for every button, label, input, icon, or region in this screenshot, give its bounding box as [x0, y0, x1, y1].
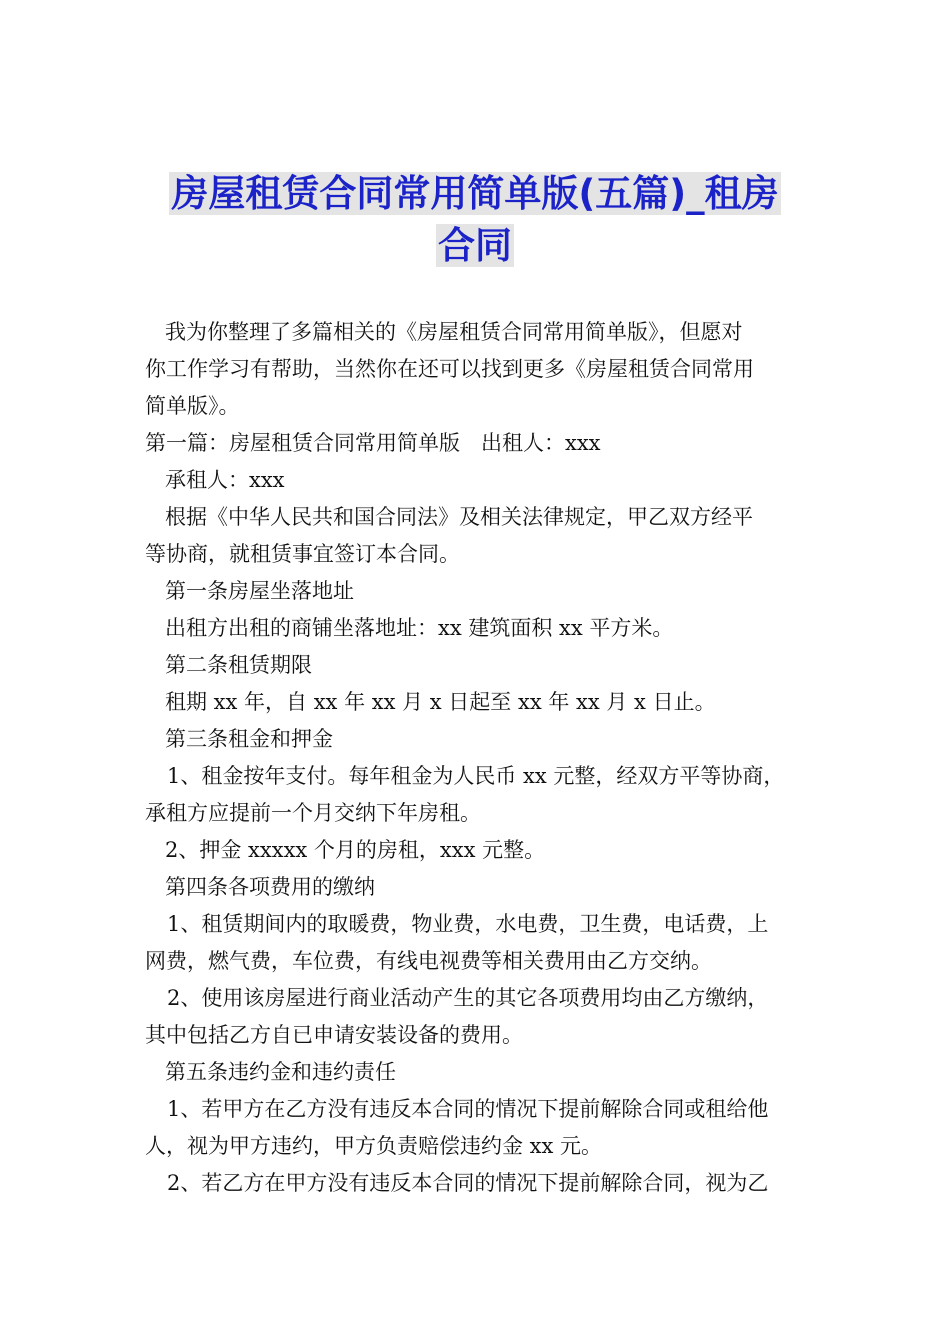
article-1-heading: 第一条房屋坐落地址 — [165, 579, 354, 603]
article-4-item-2-line-2: 其中包括乙方自已申请安装设备的费用。 — [145, 1023, 523, 1047]
article-4-item-1-line-1: 1、租赁期间内的取暖费，物业费，水电费，卫生费，电话费，上 — [167, 912, 769, 936]
article-5-item-1-line-2: 人，视为甲方违约，甲方负责赔偿违约金 xx 元。 — [145, 1134, 603, 1158]
article-3-item-1-line-1: 1、租金按年支付。每年租金为人民币 xx 元整，经双方平等协商， — [167, 764, 785, 788]
article-2-heading: 第二条租赁期限 — [165, 653, 312, 677]
title-line-2: 合同 — [438, 224, 512, 267]
intro-line-2: 你工作学习有帮助，当然你在还可以找到更多《房屋租赁合同常用 — [145, 357, 754, 381]
article-3-heading: 第三条租金和押金 — [165, 727, 333, 751]
section-1-heading: 第一篇：房屋租赁合同常用简单版 出租人：xxx — [145, 431, 601, 455]
article-3-item-1-line-2: 承租方应提前一个月交纳下年房租。 — [145, 801, 481, 825]
article-5-item-2-line-1: 2、若乙方在甲方没有违反本合同的情况下提前解除合同，视为乙 — [167, 1171, 769, 1195]
basis-line-1: 根据《中华人民共和国合同法》及相关法律规定，甲乙双方经平 — [165, 505, 753, 529]
article-5-heading: 第五条违约金和违约责任 — [165, 1060, 396, 1084]
article-4-heading: 第四条各项费用的缴纳 — [165, 875, 375, 899]
intro-line-3: 简单版》。 — [145, 394, 240, 418]
document-body — [145, 314, 815, 1202]
article-2-text: 租期 xx 年，自 xx 年 xx 月 x 日起至 xx 年 xx 月 x 日止。 — [165, 690, 716, 714]
article-5-item-1-line-1: 1、若甲方在乙方没有违反本合同的情况下提前解除合同或租给他 — [167, 1097, 769, 1121]
article-1-text: 出租方出租的商铺坐落地址：xx 建筑面积 xx 平方米。 — [165, 616, 674, 640]
intro-line-1: 我为你整理了多篇相关的《房屋租赁合同常用简单版》，但愿对 — [165, 320, 743, 344]
basis-line-2: 等协商，就租赁事宜签订本合同。 — [145, 542, 460, 566]
article-4-item-2-line-1: 2、使用该房屋进行商业活动产生的其它各项费用均由乙方缴纳， — [167, 986, 769, 1010]
document-title — [110, 168, 840, 272]
title-line-1: 房屋租赁合同常用简单版(五篇)_租房 — [171, 172, 779, 215]
lessee-line: 承租人：xxx — [165, 468, 285, 492]
article-4-item-1-line-2: 网费，燃气费，车位费，有线电视费等相关费用由乙方交纳。 — [145, 949, 712, 973]
article-3-item-2: 2、押金 xxxxx 个月的房租，xxx 元整。 — [165, 838, 546, 862]
